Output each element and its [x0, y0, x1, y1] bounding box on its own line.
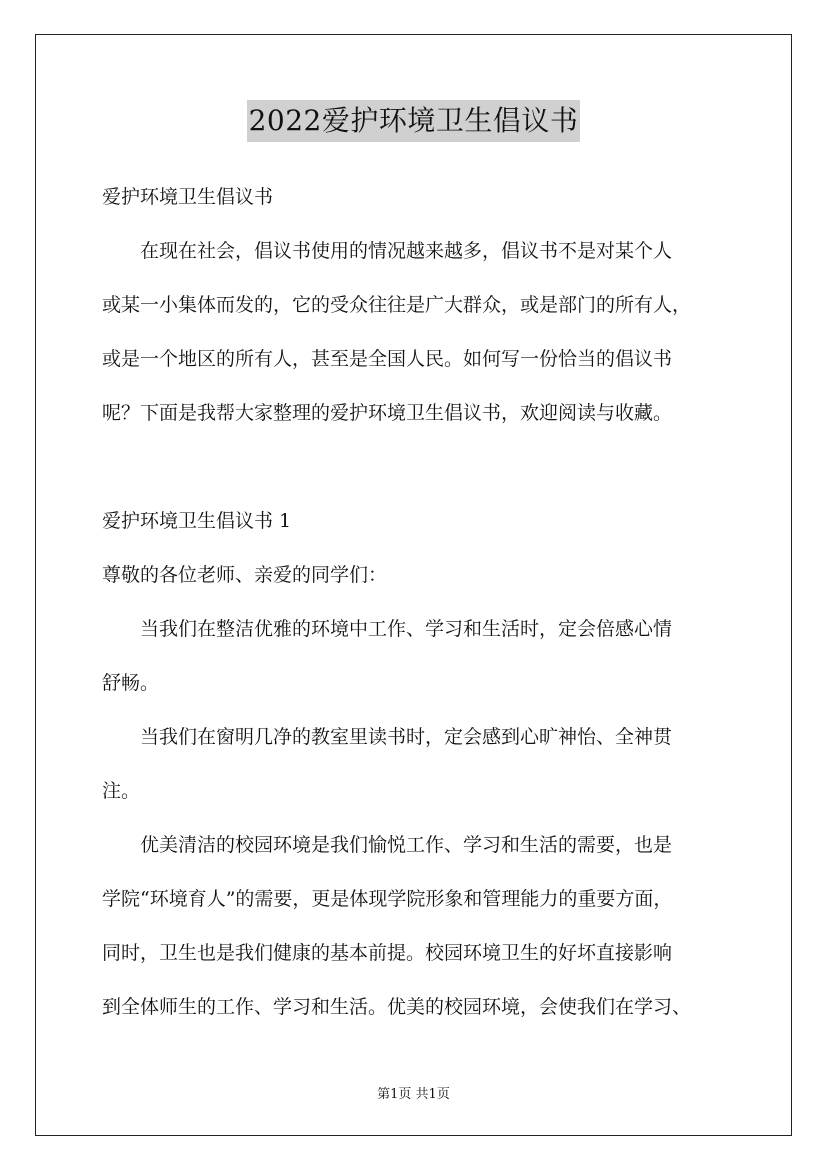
paragraph-line: 呢？下面是我帮大家整理的爱护环境卫生倡议书，欢迎阅读与收藏。 [102, 402, 673, 424]
paragraph-line: 到全体师生的工作、学习和生活。优美的校园环境，会使我们在学习、 [102, 996, 692, 1018]
paragraph-line: 当我们在窗明几净的教室里读书时，定会感到心旷神怡、全神贯 [140, 726, 673, 748]
document-body [102, 170, 728, 1034]
document-title: 2022爱护环境卫生倡议书 [247, 100, 581, 142]
page-footer: 第1页 共1页 [377, 1087, 450, 1102]
paragraph-line: 优美清洁的校园环境是我们愉悦工作、学习和生活的需要，也是 [140, 834, 673, 856]
paragraph-line: 同时，卫生也是我们健康的基本前提。校园环境卫生的好坏直接影响 [102, 942, 673, 964]
paragraph-line: 舒畅。 [102, 672, 160, 694]
paragraph-line: 或某一小集体而发的，它的受众往往是广大群众，或是部门的所有人， [102, 294, 692, 316]
salutation: 尊敬的各位老师、亲爱的同学们： [102, 564, 388, 586]
section-heading: 爱护环境卫生倡议书 [102, 186, 274, 208]
paragraph-line: 或是一个地区的所有人，甚至是全国人民。如何写一份恰当的倡议书 [102, 348, 673, 370]
section-heading: 爱护环境卫生倡议书 1 [102, 510, 292, 532]
paragraph-line: 学院“环境育人”的需要，更是体现学院形象和管理能力的重要方面， [102, 888, 673, 910]
paragraph-line: 注。 [102, 780, 141, 802]
paragraph-line: 在现在社会，倡议书使用的情况越来越多，倡议书不是对某个人 [140, 240, 673, 262]
document-title-wrap [0, 100, 827, 142]
paragraph-line: 当我们在整洁优雅的环境中工作、学习和生活时，定会倍感心情 [140, 618, 673, 640]
